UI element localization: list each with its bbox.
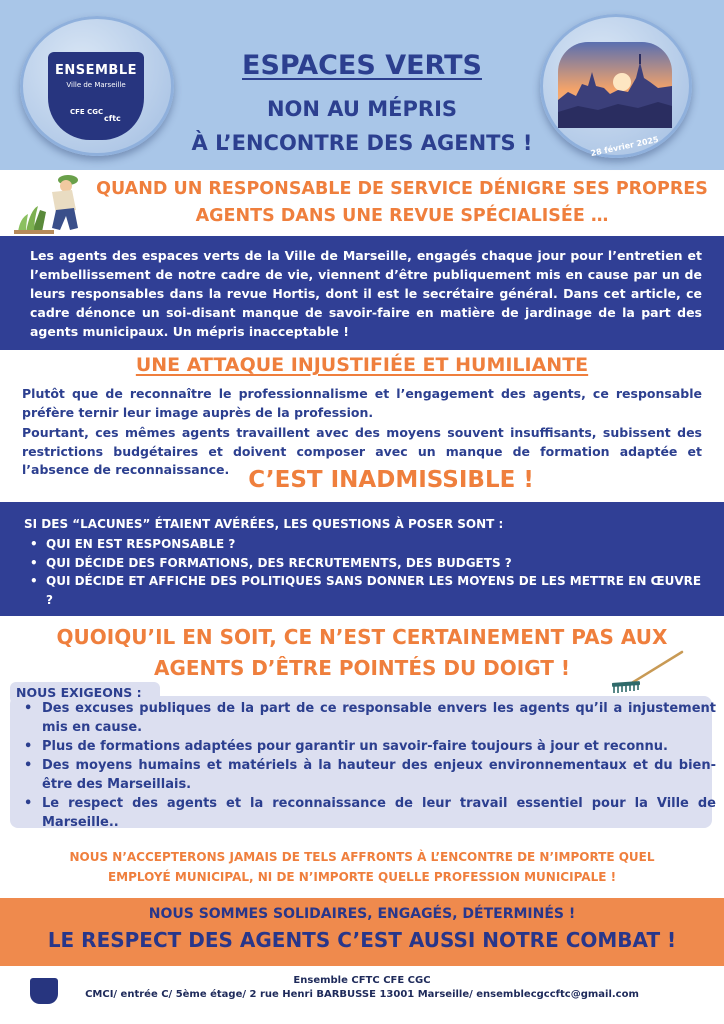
banner-line2: LE RESPECT DES AGENTS C’EST AUSSI NOTRE COMBAT ! <box>47 928 677 952</box>
section4-heading-line2: AGENTS D’ÊTRE POINTÉS DU DOIGT ! <box>154 656 570 680</box>
list-item: • QUI DÉCIDE ET AFFICHE DES POLITIQUES SANS DONNER LES MOYENS DE LES METTRE EN ŒUVRE ? <box>24 572 704 609</box>
section4-heading-line1: QUOIQU’IL EN SOIT, CE N’EST CERTAINEMENT PAS AUX <box>56 625 668 649</box>
logo-subtitle: Ville de Marseille <box>66 81 126 89</box>
warning-line1: NOUS N’ACCEPTERONS JAMAIS DE TELS AFFRONTS À L’ENCONTRE DE N’IMPORTE QUEL <box>69 850 655 864</box>
logo-title: ENSEMBLE <box>54 63 137 78</box>
cfe-cgc-logo: CFE CGC <box>70 108 104 116</box>
list-item: • Des excuses publiques de la part de ce responsable envers les agents qu’il a injustement mis en cause. <box>22 699 716 737</box>
header <box>0 0 724 170</box>
list-item: • Le respect des agents et la reconnaissance de leur travail essentiel pour la Ville de Marseille.. <box>22 794 716 832</box>
demands-list <box>22 699 716 832</box>
logo-badge <box>20 16 174 156</box>
list-item: • QUI DÉCIDE DES FORMATIONS, DES RECRUTEMENTS, DES BUDGETS ? <box>24 554 704 573</box>
date-label: 28 février 2025 <box>589 134 660 159</box>
closing-banner <box>0 898 724 966</box>
city-badge <box>540 14 692 158</box>
section2-heading: UNE ATTAQUE INJUSTIFIÉE ET HUMILIANTE <box>135 354 589 376</box>
warning-text <box>40 847 684 887</box>
list-item: • Plus de formations adaptées pour garantir un savoir-faire toujours à jour et reconnu. <box>22 737 716 756</box>
section2-paragraph-2: Pourtant, ces mêmes agents travaillent avec des moyens souvent insuffisants, subissent des restrictions budgétaires et doivent composer avec un manque de formation adaptée et l’absence de reconnaissance. <box>22 425 702 477</box>
demands-label: NOUS EXIGEONS : <box>10 682 160 704</box>
inadmissible-heading: C’EST INADMISSIBLE ! <box>248 467 534 493</box>
cftc-logo: cftc <box>104 114 121 123</box>
footer-organization: Ensemble CFTC CFE CGC <box>293 975 431 986</box>
page-subtitle-line1: NON AU MÉPRIS <box>266 97 458 121</box>
footer-address: CMCI/ entrée C/ 5ème étage/ 2 rue Henri BARBUSSE 13001 Marseille/ ensemblecgccftc@gmail.com <box>85 989 639 1000</box>
page-title: ESPACES VERTS <box>242 50 482 81</box>
intro-text: Les agents des espaces verts de la Ville de Marseille, engagés chaque jour pour l’entretien et l’embellissement de notre cadre de vie, viennent d’être publiquement mis en cause par un de leurs responsables dans la revue Hortis, dont il est le secrétaire général. Dans cet article, ce cadre dénonce un soi-disant manque de savoir-faire en matière de jardinage de la part des agents municipaux. Un mépris inacceptable ! <box>30 248 702 339</box>
questions-list <box>24 535 704 609</box>
gardener-illustration <box>12 170 88 236</box>
list-item: • QUI EN EST RESPONSABLE ? <box>24 535 704 554</box>
questions-intro: SI DES “LACUNES” ÉTAIENT AVÉRÉES, LES QUESTIONS À POSER SONT : <box>24 517 504 531</box>
ensemble-logo <box>48 52 144 140</box>
page-subtitle-line2: À L’ENCONTRE DES AGENTS ! <box>191 131 533 155</box>
rake-icon <box>608 648 688 696</box>
warning-line2: EMPLOYÉ MUNICIPAL, NI DE N’IMPORTE QUELLE PROFESSION MUNICIPALE ! <box>107 870 617 884</box>
section2-paragraph-1: Plutôt que de reconnaître le professionnalisme et l’engagement des agents, ce responsable préfère ternir leur image auprès de la profession. <box>22 386 702 420</box>
questions-panel <box>0 502 724 616</box>
list-item: • Des moyens humains et matériels à la hauteur des enjeux environnementaux et du bien-être des Marseillais. <box>22 756 716 794</box>
intro-panel <box>0 236 724 350</box>
banner-line1: NOUS SOMMES SOLIDAIRES, ENGAGÉS, DÉTERMINÉS ! <box>148 906 576 922</box>
section1-heading: QUAND UN RESPONSABLE DE SERVICE DÉNIGRE SES PROPRES AGENTS DANS UNE REVUE SPÉCIALISÉE … <box>96 179 708 226</box>
marseille-skyline-illustration <box>558 42 672 128</box>
